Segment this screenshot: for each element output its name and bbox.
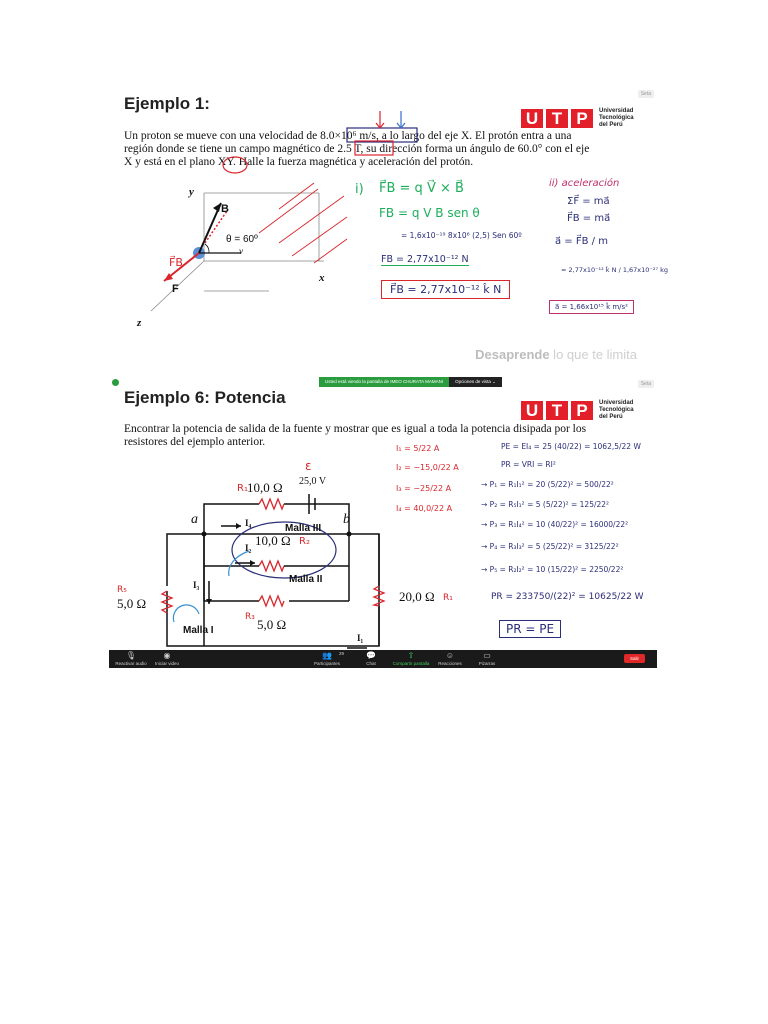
axis-x-label: x <box>319 272 325 284</box>
v-vector-label: v <box>239 246 243 256</box>
node-a-label: a <box>191 512 198 527</box>
hand-r4: R₁ <box>443 593 453 603</box>
slide-title: Ejemplo 6: Potencia <box>124 388 286 407</box>
eq-fb-substitution: = 1,6x10⁻¹⁹ 8x10⁶ (2,5) Sen 60º <box>401 231 522 240</box>
share-status-text: Usted está viendo la pantalla de IMEO CHURATA MAMANI <box>319 377 449 387</box>
toolbar-label: Iniciar video <box>154 661 179 666</box>
slide-ejemplo-6 <box>109 376 657 668</box>
current-value: I₃ = −25/22 A <box>396 484 452 493</box>
solution-part-1 <box>355 178 364 197</box>
resistor-left-value: 5,0 Ω <box>117 596 147 611</box>
problem-line: Encontrar la potencia de salida de la fuente y mostrar que es igual a toda la potencia disipada por los <box>124 423 587 435</box>
reactions-button[interactable] <box>430 651 470 666</box>
axis-z-label: z <box>137 317 142 329</box>
force-diagram <box>109 181 349 341</box>
chat-button[interactable] <box>351 651 391 666</box>
theta-label: θ = 60º <box>226 234 258 245</box>
share-screen-button[interactable] <box>391 651 431 666</box>
hand-r2: R₂ <box>299 536 310 547</box>
current-i3-label: I₃ <box>193 580 200 590</box>
resistor-mid-value: 10,0 Ω <box>255 533 291 548</box>
leave-meeting-button[interactable]: Salir <box>624 654 645 663</box>
power-line: PE = EI₄ = 25 (40/22) = 1062,5/22 W <box>501 442 641 451</box>
eq-a-substitution: = 2,77x10⁻¹² k̂ N / 1,67x10⁻²⁷ kg <box>561 266 669 274</box>
toolbar-label: Compartir pantalla <box>392 661 430 666</box>
problem-line: región donde se tiene un campo magnético de 2.5 T, su dirección forma un ángulo de 60.0° con el eje <box>124 143 590 155</box>
power-total: PR = 233750/(22)² = 10625/22 W <box>491 592 644 602</box>
start-video-button[interactable] <box>147 651 187 666</box>
hand-r3: R₃ <box>245 612 255 622</box>
utp-logo: U T P Universidad Tecnológica del Perú <box>521 400 647 421</box>
eq-fb-vector-result: F⃗B = 2,77x10⁻¹² k̂ N <box>381 280 510 299</box>
malla-3-label: Malla III <box>285 523 322 534</box>
emf-value: 25,0 V <box>299 476 327 487</box>
power-line: PR = VRI = RI² <box>501 460 556 469</box>
eq-a-result: a⃗ = 1,66x10¹⁵ k̂ m/s² <box>549 300 634 314</box>
part-2-label: ii) aceleración <box>549 178 620 189</box>
watermark-bold: Desaprende <box>475 347 550 362</box>
current-i2-label: I₂ <box>245 543 252 553</box>
hand-r5: R₅ <box>117 585 127 595</box>
current-i1-label: I₁ <box>357 633 364 643</box>
eq-fb-magnitude: FB = q V B sen θ <box>379 206 480 220</box>
b-vector-label: B <box>221 203 229 215</box>
fb-handwritten-label: F⃗B <box>169 256 183 269</box>
participants-count: 29 <box>339 651 345 656</box>
resistor-right-value: 20,0 Ω <box>399 589 435 604</box>
whiteboard-icon: ▭ <box>483 651 491 660</box>
whiteboards-button[interactable] <box>467 651 507 666</box>
power-line: → P₅ = R₂I₂² = 10 (15/22)² = 2250/22² <box>481 565 624 574</box>
resistor-bottom-value: 5,0 Ω <box>257 617 287 632</box>
current-value: I₄ = 40,0/22 A <box>396 504 453 513</box>
chat-icon: 💬 <box>366 651 376 660</box>
participants-icon: 👥 <box>322 651 332 660</box>
video-camera-icon: ◉ <box>163 651 171 660</box>
power-equality: PR = PE <box>499 620 561 638</box>
axis-y-label: y <box>189 186 194 198</box>
part-1-label: i) <box>355 182 364 197</box>
hand-r1: R₁ <box>237 483 248 494</box>
slide-chip: Seta <box>638 380 654 388</box>
problem-line: resistores del ejemplo anterior. <box>124 436 266 448</box>
slide-ejemplo-1 <box>109 86 669 368</box>
toolbar-label: Participantes <box>313 661 340 666</box>
f-vector-label: F <box>172 283 179 295</box>
toolbar-label: Chat <box>366 661 376 666</box>
slide-chip: Seta <box>638 90 654 98</box>
current-value: I₂ = −15,0/22 A <box>396 463 459 472</box>
toolbar-label: Reacciones <box>438 661 462 666</box>
eq-fb-ma: F⃗B = ma⃗ <box>567 213 611 224</box>
current-value: I₁ = 5/22 A <box>396 444 440 453</box>
current-i4-label: I₄ <box>245 518 252 528</box>
eq-fb-cross: F⃗B = q V⃗ × B⃗ <box>379 181 464 196</box>
view-options-button[interactable]: Opciones de vista ⌄ <box>449 377 502 387</box>
utp-logo: U T P Universidad Tecnológica del Perú <box>521 108 647 129</box>
toolbar-label: Reactivar audio <box>115 661 147 666</box>
meeting-toolbar <box>109 650 657 668</box>
power-line: → P₃ = R₁I₄² = 10 (40/22)² = 16000/22² <box>481 520 629 529</box>
problem-line: X y está en el plano XY. Halle la fuerza magnética y aceleración del protón. <box>124 156 474 168</box>
problem-line: Un proton se mueve con una velocidad de 8.0×10⁶ m/s, a lo largo del eje X. El protón entra a una <box>124 130 572 142</box>
power-line: → P₂ = R₅I₁² = 5 (5/22)² = 125/22² <box>481 500 610 509</box>
microphone-icon: 🎙 <box>125 651 137 660</box>
toolbar-label: Pizarras <box>478 661 496 666</box>
power-line: → P₄ = R₃I₃² = 5 (25/22)² = 3125/22² <box>481 542 619 551</box>
slide-title: Ejemplo 1: <box>124 94 210 113</box>
malla-2-label: Malla II <box>289 574 323 585</box>
unmute-audio-button[interactable] <box>111 651 151 666</box>
node-b-label: b <box>343 512 350 527</box>
eq-a-ratio: a⃗ = F⃗B / m <box>555 236 608 247</box>
share-screen-icon: ⇧ <box>407 651 415 660</box>
resistor-top-value: 10,0 Ω <box>247 480 283 495</box>
eq-fb-result: FB = 2,77x10⁻¹² N <box>381 254 469 265</box>
reactions-icon: ☺ <box>445 651 455 660</box>
power-line: → P₁ = R₁I₁² = 20 (5/22)² = 500/22² <box>481 480 614 489</box>
eq-newton: ΣF⃗ = ma⃗ <box>567 196 610 207</box>
watermark <box>475 347 637 362</box>
hand-emf: ε <box>305 459 312 473</box>
malla-1-label: Malla I <box>183 625 214 636</box>
watermark-rest: lo que te limita <box>549 347 637 362</box>
